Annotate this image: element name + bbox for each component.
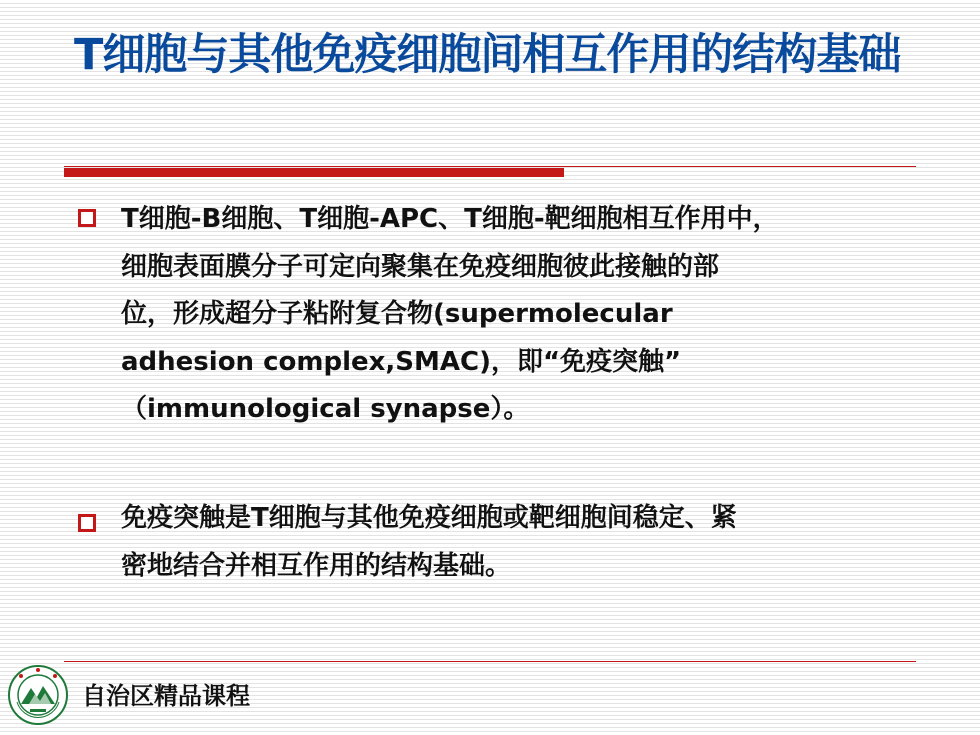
bullet-text-1: T细胞-B细胞、T细胞-APC、T细胞-靶细胞相互作用中， 细胞表面膜分子可定向聚集在免疫细胞彼此接触的部 位，形成超分子粘附复合物(supermolecular adhesion complex,SMAC)，即“免疫突触” （immunological synapse）。 [121, 204, 779, 424]
title-divider-thin [64, 166, 916, 167]
footer-course-label: 自治区精品课程 [82, 682, 250, 710]
bullet-text-2: 免疫突触是T细胞与其他免疫细胞或靶细胞间稳定、紧 密地结合并相互作用的结构基础。 [121, 503, 737, 581]
title-divider-thick [64, 168, 564, 177]
square-bullet-icon [78, 209, 96, 227]
university-seal-icon [7, 664, 69, 726]
slide-title: T细胞与其他免疫细胞间相互作用的结构基础 [74, 30, 901, 80]
square-bullet-icon [78, 514, 96, 532]
footer-divider [64, 661, 916, 662]
